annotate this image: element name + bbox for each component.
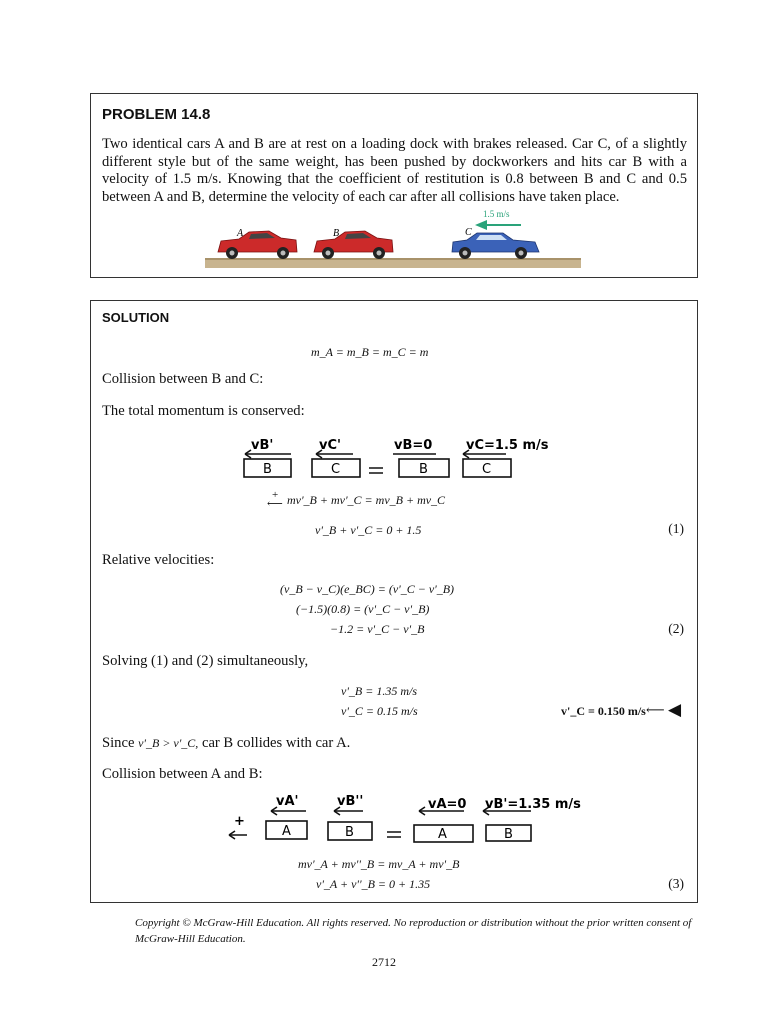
- velocity-arrow-icon: [475, 220, 521, 230]
- diagram2-box-b1: B: [345, 825, 354, 840]
- momentum-equation-1: mv'_B + mv'_C = mv_B + mv_C: [287, 493, 446, 507]
- result-vc: v'_C = 0.15 m/s: [341, 704, 418, 718]
- answer-arrow-icon: ⟵: [646, 702, 665, 717]
- diagram2-plus: +: [234, 814, 245, 829]
- relative-eq-2: (−1.5)(0.8) = (v'_C − v'_B): [296, 602, 430, 616]
- solution-box: [90, 300, 698, 903]
- car-a-label: A: [237, 228, 244, 239]
- since-pre: Since: [102, 735, 135, 751]
- diagram2-label-va-prime: vA': [276, 794, 299, 809]
- problem-statement: Two identical cars A and B are at rest on a loading dock with brakes released. Car C, of a slightly different style but of the same weight, has been pushed by dockworkers and hits car B with a velocity of 1.5 m/s. Knowing that the coefficient of restitution is 0.8 between B and C and 0.5 between A and B, determine the velocity of each car after all collisions have taken place.: [102, 136, 687, 205]
- relative-eq-1: (v_B − v_C)(e_BC) = (v'_C − v'_B): [280, 582, 455, 596]
- diagram2-box-a2: A: [438, 827, 447, 842]
- diagram2-box-a1: A: [282, 824, 291, 839]
- diagram1-label-vb-prime: vB': [251, 438, 274, 453]
- solution-heading: SOLUTION: [102, 310, 170, 325]
- diagram2-box-b2: B: [504, 827, 513, 842]
- diagram2-label-vb-double: vB'': [337, 794, 364, 809]
- car-b-label: B: [333, 228, 340, 239]
- diagram2-label-va: vA=0: [428, 797, 467, 812]
- problem-box: [90, 93, 698, 278]
- diagram1-box-c1: C: [331, 462, 341, 477]
- equation-1: v'_B + v'_C = 0 + 1.5: [315, 523, 422, 537]
- diagram1-label-vc: vC=1.5 m/s: [466, 438, 549, 453]
- equation-3: v'_A + v''_B = 0 + 1.35: [316, 877, 431, 891]
- plus-sign: +: [272, 489, 279, 501]
- diagram1-label-vb: vB=0: [394, 438, 433, 453]
- since-line: [102, 735, 350, 752]
- collision-bc-text: Collision between B and C:: [102, 371, 264, 387]
- diagram1-box-c2: C: [482, 462, 492, 477]
- copyright-notice: Copyright © McGraw-Hill Education. All rights reserved. No reproduction or distribution without the prior written consent of McGraw-Hill Education.: [135, 917, 692, 945]
- diagram1-box-b1: B: [263, 462, 272, 477]
- equation-3-number: (3): [668, 876, 684, 891]
- solving-text: Solving (1) and (2) simultaneously,: [102, 653, 309, 669]
- diagram2-label-vb-prime: vB'=1.35 m/s: [485, 797, 581, 812]
- relative-velocities-text: Relative velocities:: [102, 552, 215, 568]
- since-condition: v'_B > v'_C,: [138, 736, 199, 750]
- diagram1-label-vc-prime: vC': [319, 438, 341, 453]
- problem-heading: PROBLEM 14.8: [102, 106, 211, 123]
- since-post: car B collides with car A.: [201, 735, 351, 751]
- equation-2-number: (2): [668, 621, 684, 636]
- cars-figure: [91, 94, 697, 279]
- page-number: 2712: [372, 955, 396, 969]
- car-b-icon: [314, 231, 393, 259]
- velocity-label: 1.5 m/s: [483, 209, 510, 219]
- answer-marker-icon: ◀: [668, 700, 682, 719]
- momentum-diagram-bc: [91, 431, 697, 486]
- momentum-diagram-ab: [91, 791, 697, 847]
- diagram1-box-b2: B: [419, 462, 428, 477]
- car-a-icon: [218, 231, 297, 259]
- answer-vc: v'_C = 0.150 m/s: [561, 704, 646, 718]
- equation-1-number: (1): [668, 521, 684, 536]
- result-vb: v'_B = 1.35 m/s: [341, 684, 417, 698]
- momentum-equation-2: mv'_A + mv''_B = mv_A + mv'_B: [298, 857, 460, 871]
- car-c-label: C: [465, 227, 472, 238]
- collision-ab-text: Collision between A and B:: [102, 766, 263, 782]
- relative-eq-3: −1.2 = v'_C − v'_B: [330, 622, 425, 636]
- mass-equation: m_A = m_B = m_C = m: [311, 345, 429, 359]
- momentum-text: The total momentum is conserved:: [102, 403, 305, 419]
- direction-arrow-icon: ⟵: [267, 498, 283, 510]
